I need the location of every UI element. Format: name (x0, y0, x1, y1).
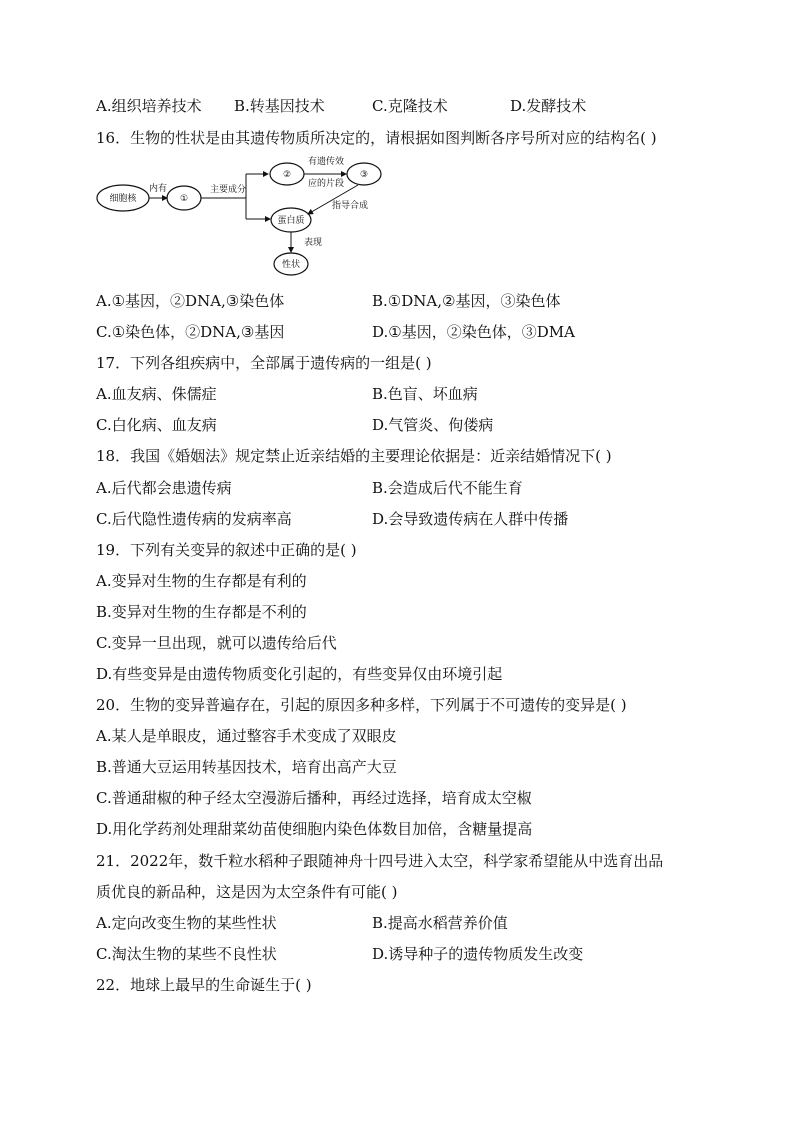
main-component-label: 主要成分 (209, 185, 247, 195)
q21-option-d: D.诱导种子的遗传物质发生改变 (372, 945, 584, 963)
node-2-label: ② (282, 170, 292, 180)
q17-option-c: C.白化病、血友病 (96, 416, 217, 434)
q21-option-b: B.提高水稻营养价值 (372, 914, 508, 932)
q17-stem: 17．下列各组疾病中，全部属于遗传病的一组是( ) (96, 354, 432, 372)
q19-option-a: A.变异对生物的生存都是有利的 (96, 572, 307, 590)
q18-option-c: C.后代隐性遗传病的发病率高 (96, 510, 292, 528)
q21-stem-line-2: 质优良的新品种，这是因为太空条件有可能( ) (96, 883, 398, 901)
contains-label: 内有 (148, 184, 168, 194)
q21-stem-line-1: 21．2022年，数千粒水稻种子跟随神舟十四号进入太空，科学家希望能从中选育出品 (96, 852, 664, 870)
q18-option-a: A.后代都会患遗传病 (96, 479, 232, 497)
protein-label: 蛋白质 (277, 216, 305, 226)
q18-stem: 18．我国《婚姻法》规定禁止近亲结婚的主要理论依据是：近亲结婚情况下( ) (96, 447, 612, 465)
q15-option-d: D.发酵技术 (510, 97, 587, 115)
q20-option-a: A.某人是单眼皮，通过整容手术变成了双眼皮 (96, 727, 397, 745)
q16-option-d: D.①基因，②染色体，③DMA (372, 323, 575, 341)
q16-stem: 16．生物的性状是由其遗传物质所决定的，请根据如图判断各序号所对应的结构名( ) (96, 129, 657, 147)
q17-option-d: D.气管炎、佝偻病 (372, 416, 494, 434)
q17-option-b: B.色盲、坏血病 (372, 385, 478, 403)
q18-option-b: B.会造成后代不能生育 (372, 479, 523, 497)
nucleus-label: 细胞核 (109, 194, 137, 204)
q16-diagram (96, 152, 396, 282)
q19-option-d: D.有些变异是由遗传物质变化引起的，有些变异仅由环境引起 (96, 665, 503, 683)
q20-stem: 20．生物的变异普遍存在，引起的原因多种多样，下列属于不可遗传的变异是( ) (96, 696, 627, 714)
q20-option-c: C.普通甜椒的种子经太空漫游后播种，再经过选择，培育成太空椒 (96, 789, 532, 807)
q18-option-d: D.会导致遗传病在人群中传播 (372, 510, 569, 528)
q17-option-a: A.血友病、侏儒症 (96, 385, 217, 403)
effect-segment-label-1: 有遗传效 (307, 157, 345, 167)
q15-option-b: B.转基因技术 (234, 97, 325, 115)
guide-synthesis-label: 指导合成 (331, 201, 369, 211)
trait-label: 性状 (281, 260, 301, 270)
q22-stem: 22．地球上最早的生命诞生于( ) (96, 976, 312, 994)
q20-option-d: D.用化学药剂处理甜菜幼苗使细胞内染色体数目加倍，含糖量提高 (96, 820, 533, 838)
q20-option-b: B.普通大豆运用转基因技术，培育出高产大豆 (96, 758, 397, 776)
q19-option-c: C.变异一旦出现，就可以遗传给后代 (96, 634, 337, 652)
q19-stem: 19．下列有关变异的叙述中正确的是( ) (96, 541, 357, 559)
q15-option-c: C.克隆技术 (372, 97, 448, 115)
q15-option-a: A.组织培养技术 (96, 97, 202, 115)
node-1-label: ① (179, 194, 189, 204)
express-label: 表现 (304, 238, 323, 248)
q16-option-a: A.①基因，②DNA,③染色体 (96, 292, 285, 310)
node-3-label: ③ (359, 170, 369, 180)
q21-option-c: C.淘汰生物的某些不良性状 (96, 945, 277, 963)
q16-option-c: C.①染色体，②DNA,③基因 (96, 323, 285, 341)
q16-option-b: B.①DNA,②基因，③染色体 (372, 292, 561, 310)
effect-segment-label-2: 应的片段 (307, 179, 345, 189)
q21-option-a: A.定向改变生物的某些性状 (96, 914, 277, 932)
q19-option-b: B.变异对生物的生存都是不利的 (96, 603, 307, 621)
